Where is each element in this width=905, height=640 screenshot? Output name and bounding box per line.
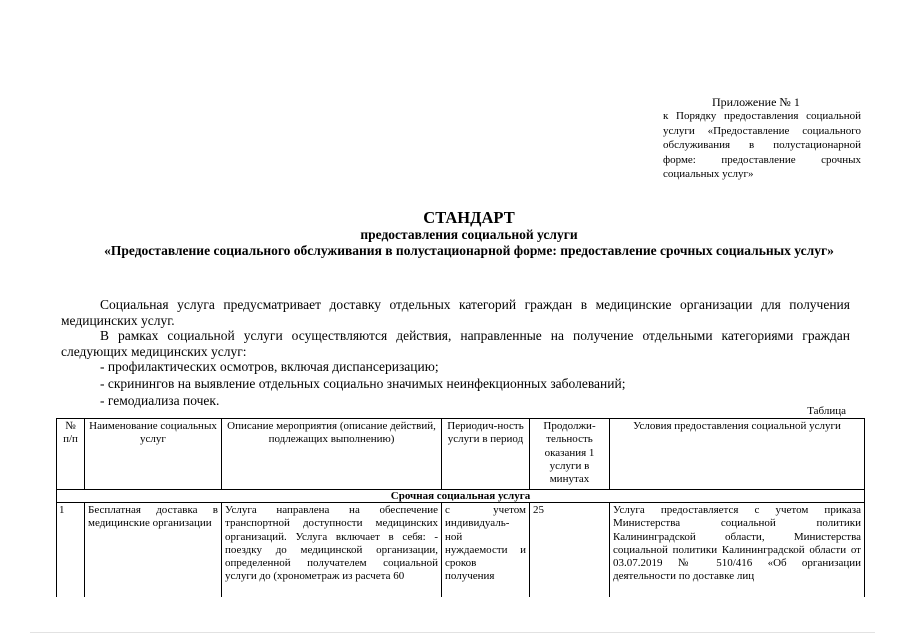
list-item: - профилактических осмотров, включая диспансеризацию; [100,359,439,374]
list-item: - скринингов на выявление отдельных социально значимых неинфекционных заболеваний; [100,376,626,391]
document-title [60,208,878,258]
cell-service-name: Бесплатная доставка в медицинские организации [85,503,222,598]
page-cutoff [0,597,905,640]
title-standard: СТАНДАРТ [423,208,515,227]
header-number: № п/п [57,419,85,490]
header-periodicity: Периодич-ность услуги в период [442,419,530,490]
title-service-name: «Предоставление социального обслуживания в полустационарной форме: предоставление срочных социальных услуг» [104,242,834,258]
header-duration: Продолжи-тельность оказания 1 услуги в минутах [530,419,610,490]
list-item: - гемодиализа почек. [100,393,220,408]
table-row [57,503,865,598]
cell-duration: 25 [530,503,610,598]
paragraph-intro: Социальная услуга предусматривает доставку отдельных категорий граждан в медицинские организации для получения медицинских услуг. [61,297,850,328]
appendix-text: к Порядку предоставления социальной услуги «Предоставление социального обслуживания в полустационарной форме: предоставление срочных социальных услуг» [663,110,861,181]
cell-conditions: Услуга предоставляется с учетом приказа Министерства социальной политики Калининградской области, Министерства социальной политики Калининградской области от 03.07.2019 № 510/416 «Об организации деятельности по доставке лиц [610,503,865,598]
title-subtitle: предоставления социальной услуги [360,227,578,242]
scan-edge-line [30,632,875,633]
appendix-number: Приложение № 1 [712,95,800,109]
header-description: Описание мероприятия (описание действий, подлежащих выполнению) [222,419,442,490]
cell-description: Услуга направлена на обеспечение транспортной доступности медицинских организаций. Услуга включает в себя: - поездку до медицинской организации, определенной получателем социальной услуги до (хронометраж из расчета 60 [222,503,442,598]
cell-periodicity: с учетом индивидуаль-ной нуждаемости и сроков получения [442,503,530,598]
section-title: Срочная социальная услуга [57,490,865,503]
cell-number: 1 [57,503,85,598]
appendix-block [663,95,861,182]
table-header-row [57,419,865,490]
table-caption: Таблица [807,405,846,417]
standard-table [56,418,865,598]
paragraph-scope: В рамках социальной услуги осуществляются действия, направленные на получение отдельными категориями граждан следующих медицинских услуг: [61,328,850,359]
header-conditions: Условия предоставления социальной услуги [610,419,865,490]
header-service-name: Наименование социальных услуг [85,419,222,490]
table-section-row [57,490,865,503]
